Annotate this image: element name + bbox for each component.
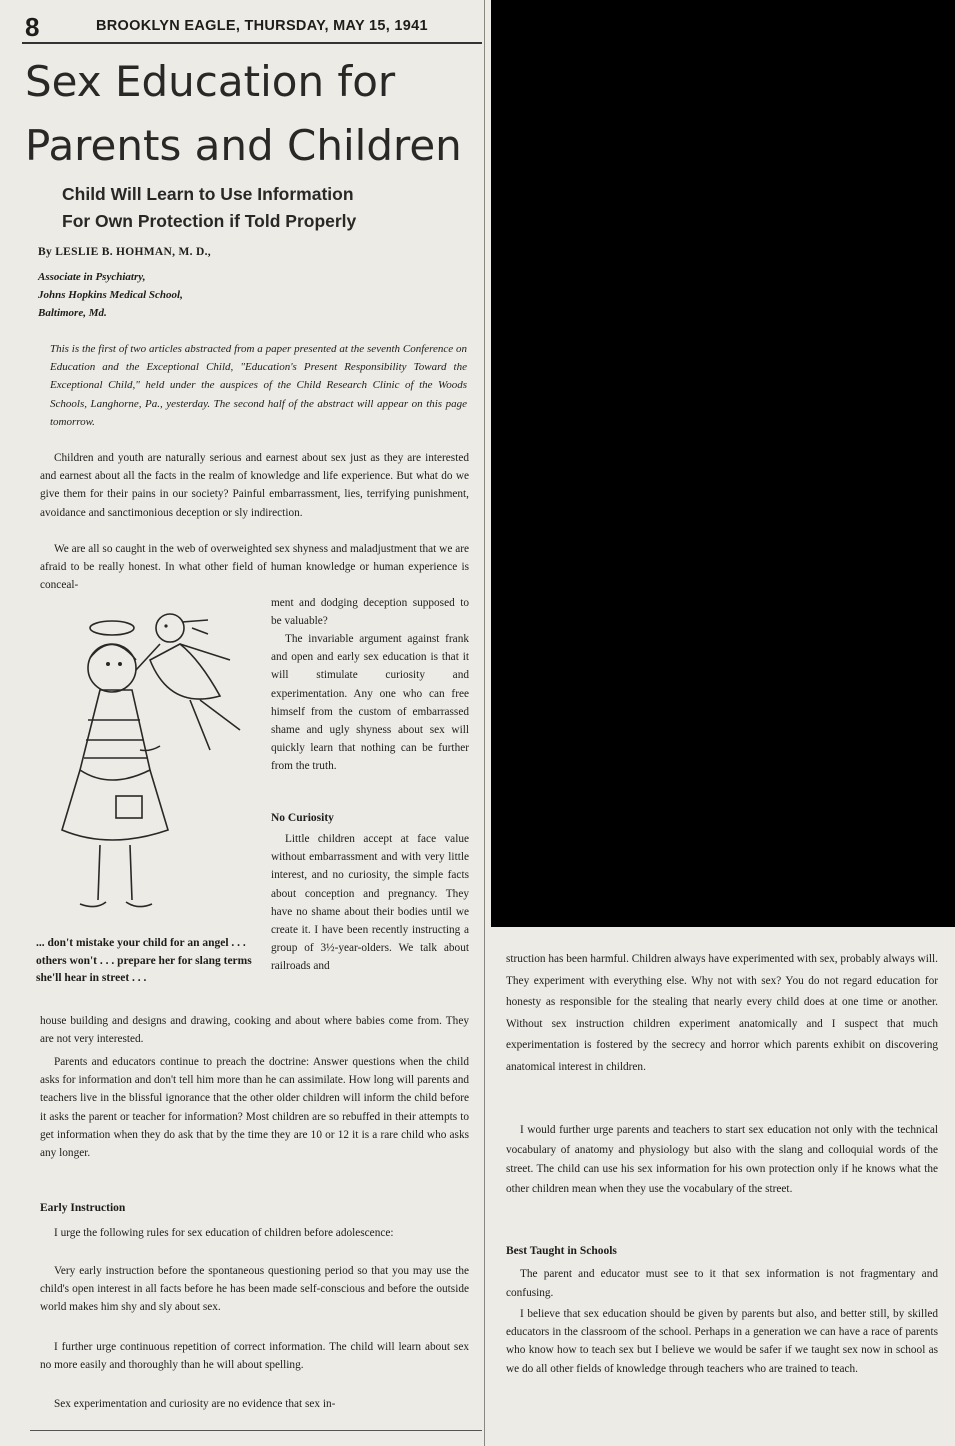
body-paragraph: The invariable argument against frank and open and early sex education is that it will stimulate curiosity and experimentation. Any one who can free himself from the custom of embarrassed shame and ugly shyness about sex will quickly learn that nothing can be further from the truth.: [271, 633, 469, 773]
byline: By LESLIE B. HOHMAN, M. D.,: [38, 246, 211, 258]
subhead-line-1: Child Will Learn to Use Information: [62, 184, 354, 204]
body-paragraph: ment and dodging deception supposed to be valuable?: [271, 597, 469, 628]
body-paragraph: house building and designs and drawing, cooking and about where babies come from. They are not very interested.: [40, 1015, 469, 1046]
affiliation-line: Johns Hopkins Medical School,: [38, 289, 183, 301]
masthead: BROOKLYN EAGLE, THURSDAY, MAY 15, 1941: [96, 18, 428, 34]
section-heading: Early Instruction: [40, 1202, 126, 1214]
body-paragraph: I urge the following rules for sex education of children before adolescence:: [54, 1227, 394, 1239]
body-paragraph: struction has been harmful. Children always have experimented with sex, probably always will. They experiment with everything else. Why not with sex? You do not regard education for honesty as responsible for the stealing that nearly every child does at one time or another. Without sex instruction children experiment anatomically and I suspect that much experimentation is fostered by the secrecy and horror which parents exhibit on discovering anatomical interest in children.: [506, 953, 938, 1073]
body-paragraph: We are all so caught in the web of overweighted sex shyness and maladjustment that we are afraid to be really honest. In what other field of human knowledge or human experience is conceal-: [40, 543, 469, 592]
bottom-rule: [30, 1430, 482, 1431]
body-paragraph: The parent and educator must see to it that sex information is not fragmentary and confusing.: [506, 1268, 938, 1299]
column-rule: [484, 0, 485, 1446]
headline-line-1: Sex Education for: [25, 57, 396, 106]
body-paragraph: I further urge continuous repetition of correct information. The child will learn about sex no more easily and thoroughly than he will about spelling.: [40, 1341, 469, 1372]
girls-illustration: [40, 600, 268, 930]
body-paragraph: I believe that sex education should be given by parents but also, and better still, by skilled educators in the classroom of the school. Perhaps in a generation we can have a race of parents who know how to teach sex but I believe we would be safer if we taught sex now in school as we do all other fields of knowledge through teachers who are trained to teach.: [506, 1308, 938, 1375]
right-page-column: [491, 927, 955, 1446]
section-heading: No Curiosity: [271, 812, 334, 824]
masthead-rule: [22, 42, 482, 44]
illustration-caption: ... don't mistake your child for an angel . . . others won't . . . prepare her for slang terms she'll hear in street . . .: [36, 937, 252, 984]
affiliation-line: Associate in Psychiatry,: [38, 271, 146, 283]
body-paragraph: Very early instruction before the spontaneous questioning period so that you may use the child's open interest in all facts before he has been made self-conscious and before the outside world makes him shy and sly about sex.: [40, 1265, 469, 1314]
subhead-line-2: For Own Protection if Told Properly: [62, 211, 357, 231]
headline-line-2: Parents and Children: [25, 121, 462, 170]
section-heading: Best Taught in Schools: [506, 1245, 617, 1257]
page-number: 8: [25, 12, 40, 42]
body-paragraph: Parents and educators continue to preach the doctrine: Answer questions when the child asks for information and don't tell him more than he can assimilate. How long will parents and teachers live in the blissful ignorance that the other older children will inform the child before it asks the parent or teacher for information? Most children are so rebuffed in their attempts to get information when they do ask that by the time they are 10 or 12 it is a rare child who asks any longer.: [40, 1056, 469, 1160]
affiliation-line: Baltimore, Md.: [38, 307, 107, 319]
body-paragraph: Sex experimentation and curiosity are no evidence that sex in-: [54, 1398, 336, 1410]
body-paragraph: Children and youth are naturally serious and earnest about sex just as they are interested and earnest about all the facts in the realm of knowledge and life experience. But what do we give them for their pains in our society? Painful embarrassment, lies, terrifying punishment, avoidance and sanctimonious deception or sly indirection.: [40, 452, 469, 519]
body-paragraph: Little children accept at face value without embarrassment and with very little interest, and no curiosity, the simple facts about conception and pregnancy. They have no shame about their bodies until we create it. I have been recently instructing a group of 3½-year-olders. We talk about railroads and: [271, 833, 469, 973]
body-paragraph: I would further urge parents and teachers to start sex education not only with the technical vocabulary of anatomy and physiology but also with the slang and colloquial words of the street. The child can use his sex information for his own protection only if he knows what the other children mean when they use the vocabulary of the street.: [506, 1124, 938, 1196]
editor-note: This is the first of two articles abstracted from a paper presented at the seventh Conference on Education and the Exceptional Child, "Education's Present Responsibility Toward the Exceptional Child," held under the auspices of the Child Research Clinic of the Woods Schools, Langhorne, Pa., yesterday. The second half of the abstract will appear on this page tomorrow.: [50, 343, 467, 428]
